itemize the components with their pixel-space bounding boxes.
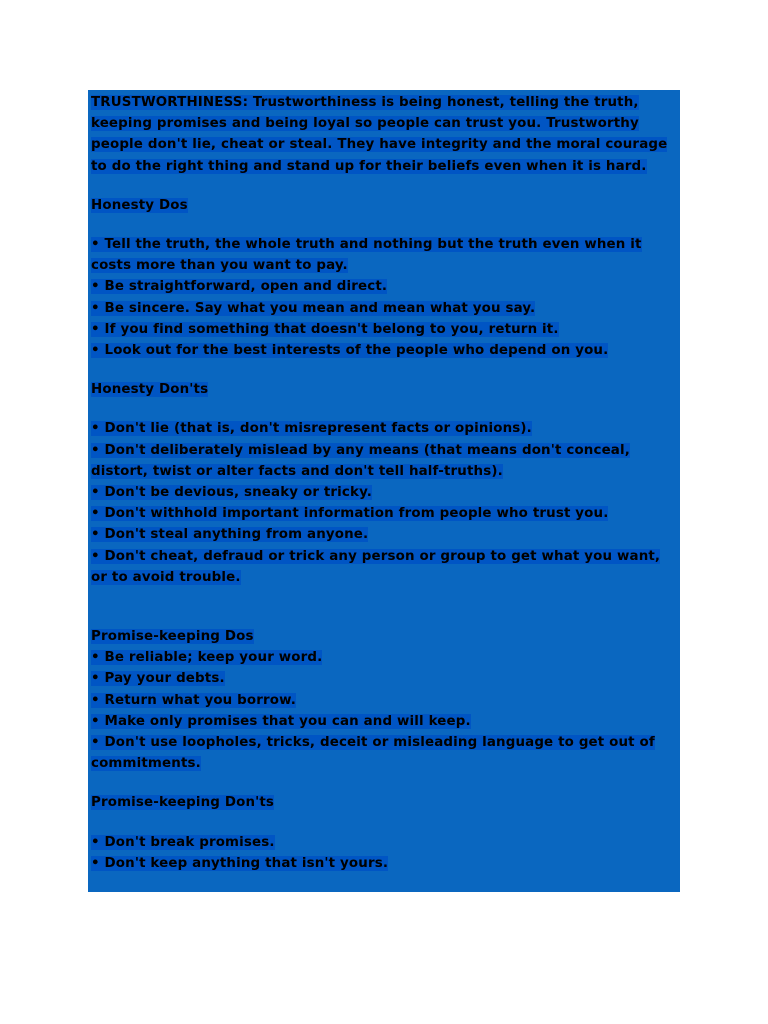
- list-item: • Return what you borrow.: [91, 692, 297, 708]
- list-item: • Pay your debts.: [91, 671, 225, 687]
- list-item: • Don't cheat, defraud or trick any person or group to get what you want, or to avoid trouble.: [91, 548, 661, 585]
- list-item: • Don't keep anything that isn't yours.: [91, 855, 389, 871]
- list-item: • Don't steal anything from anyone.: [91, 527, 369, 543]
- list-item: • Don't be devious, sneaky or tricky.: [91, 485, 372, 501]
- list-item: • Don't deliberately mislead by any means (that means don't conceal, distort, twist or alter facts and don't tell half-truths).: [91, 442, 630, 479]
- list-item: • Be reliable; keep your word.: [91, 650, 323, 666]
- list-item: • Make only promises that you can and will keep.: [91, 713, 471, 729]
- list-item: • Don't withhold important information from people who trust you.: [91, 506, 609, 522]
- list-item: • Don't use loopholes, tricks, deceit or misleading language to get out of commitments.: [91, 735, 655, 772]
- list-item: • If you find something that doesn't belong to you, return it.: [91, 321, 559, 337]
- promise-dos-heading: Promise-keeping Dos: [91, 629, 254, 645]
- list-item: • Don't break promises.: [91, 834, 275, 850]
- list-item: • Tell the truth, the whole truth and nothing but the truth even when it costs more than you want to pay.: [91, 237, 642, 274]
- list-item: • Be sincere. Say what you mean and mean what you say.: [91, 300, 536, 316]
- document-content: [91, 92, 677, 874]
- list-item: • Be straightforward, open and direct.: [91, 279, 388, 295]
- honesty-dos-heading: Honesty Dos: [91, 197, 188, 213]
- honesty-donts-heading: Honesty Don'ts: [91, 382, 209, 398]
- intro-paragraph: TRUSTWORTHINESS: Trustworthiness is being honest, telling the truth, keeping promises and being loyal so people can trust you. Trustworthy people don't lie, cheat or steal. They have integrity and the moral courage to do the right thing and stand up for their beliefs even when it is hard.: [91, 95, 668, 174]
- promise-donts-heading: Promise-keeping Don'ts: [91, 795, 275, 811]
- list-item: • Look out for the best interests of the people who depend on you.: [91, 343, 609, 359]
- list-item: • Don't lie (that is, don't misrepresent facts or opinions).: [91, 421, 532, 437]
